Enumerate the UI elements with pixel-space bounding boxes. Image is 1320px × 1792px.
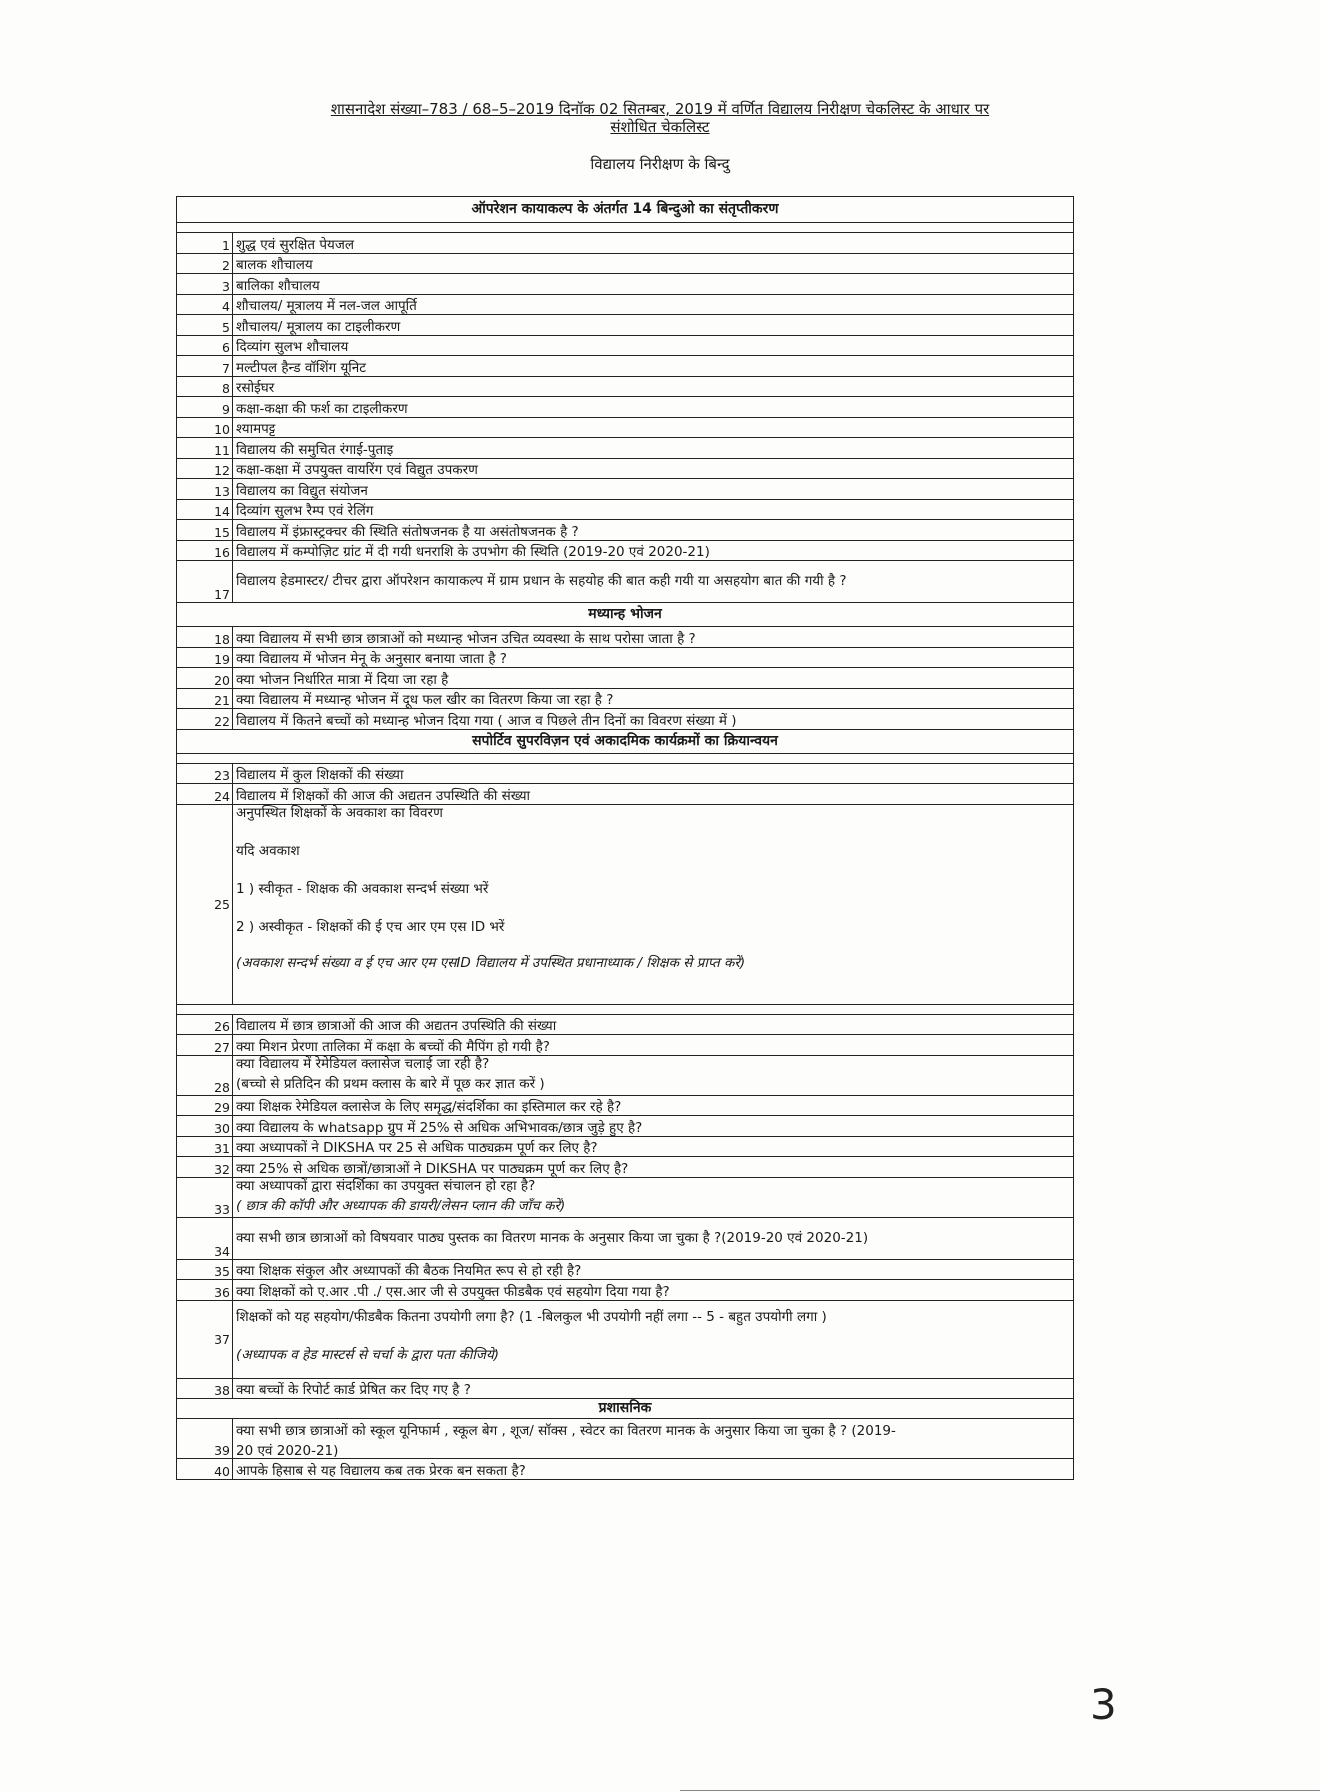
spacer-row bbox=[177, 1005, 1073, 1015]
table-row: 21 क्या विद्यालय में मध्यान्ह भोजन में दूध फल खीर का वितरण किया जा रहा है ? bbox=[177, 689, 1073, 710]
footer-rule bbox=[680, 1790, 1320, 1791]
table-row: 39 क्या सभी छात्र छात्राओं को स्कूल यूनिफार्म , स्कूल बेग , शूज/ सॉक्स , स्वेटर का वितरण मानक के अनुसार किया जा चुका है ? (2019- 20 एवं 2020-21) bbox=[177, 1419, 1073, 1459]
table-row: 28 क्या विद्यालय में रेमेडियल क्लासेज चलाई जा रही है? (बच्चो से प्रतिदिन की प्रथम क्लास के बारे में पूछ कर ज्ञात करें ) bbox=[177, 1056, 1073, 1096]
table-row: 33 क्या अध्यापकों द्वारा संदर्शिका का उपयुक्त संचालन हो रहा है? ( छात्र की कॉपी और अध्यापक की डायरी/लेसन प्लान की जाँच करें) bbox=[177, 1178, 1073, 1218]
table-row: 27 क्या मिशन प्रेरणा तालिका में कक्षा के बच्चों की मैपिंग हो गयी है? bbox=[177, 1035, 1073, 1056]
table-row: 3 बालिका शौचालय bbox=[177, 274, 1073, 295]
table-row: 35 क्या शिक्षक संकुल और अध्यापकों की बैठक नियमित रूप से हो रही है? bbox=[177, 1260, 1073, 1281]
table-row: 23 विद्यालय में कुल शिक्षकों की संख्या bbox=[177, 764, 1073, 785]
table-row: 31 क्या अध्यापकों ने DIKSHA पर 25 से अधिक पाठ्यक्रम पूर्ण कर लिए है? bbox=[177, 1137, 1073, 1158]
table-row: 14 दिव्यांग सुलभ रैम्प एवं रेलिंग bbox=[177, 500, 1073, 521]
section-header: प्रशासनिक bbox=[177, 1399, 1073, 1419]
table-row: 25 अनुपस्थित शिक्षकों के अवकाश का विवरण यदि अवकाश 1 ) स्वीकृत - शिक्षक की अवकाश सन्दर्भ संख्या भरें 2 ) अस्वीकृत - शिक्षकों की ई एच आर एम एस ID भरें (अवकाश सन्दर्भ संख्या व ई एच आर एम एसID विद्यालय में उपस्थित प्रधानाध्याक / शिक्षक से प्राप्त करें) bbox=[177, 805, 1073, 1005]
table-row: 30 क्या विद्यालय के whatsapp ग्रुप में 25% से अधिक अभिभावक/छात्र जुड़े हुए है? bbox=[177, 1116, 1073, 1137]
section-header: मध्यान्ह भोजन bbox=[177, 603, 1073, 627]
table-row: 34 क्या सभी छात्र छात्राओं को विषयवार पाठ्य पुस्तक का वितरण मानक के अनुसार किया जा चुका है ?(2019-20 एवं 2020-21) bbox=[177, 1218, 1073, 1260]
table-row: 15 विद्यालय में इंफ्रास्ट्रक्चर की स्थिति संतोषजनक है या असंतोषजनक है ? bbox=[177, 520, 1073, 541]
table-row: 40 आपके हिसाब से यह विद्यालय कब तक प्रेरक बन सकता है? bbox=[177, 1459, 1073, 1480]
table-row: 32 क्या 25% से अधिक छात्रों/छात्राओं ने DIKSHA पर पाठ्यक्रम पूर्ण कर लिए है? bbox=[177, 1157, 1073, 1178]
table-row: 37 शिक्षकों को यह सहयोग/फीडबैक कितना उपयोगी लगा है? (1 -बिलकुल भी उपयोगी नहीं लगा -- 5 - बहुत उपयोगी लगा ) (अध्यापक व हेड मास्टर्स से चर्चा के द्वारा पता कीजिये) bbox=[177, 1301, 1073, 1379]
table-row: 8 रसोईघर bbox=[177, 377, 1073, 398]
header-line-1: शासनादेश संख्या–783 / 68–5–2019 दिनॉक 02 सितम्बर, 2019 में वर्णित विद्यालय निरीक्षण चेकलिस्ट के आधार पर bbox=[330, 100, 990, 118]
spacer-row bbox=[177, 223, 1073, 233]
table-row: 9 कक्षा-कक्षा की फर्श का टाइलीकरण bbox=[177, 397, 1073, 418]
table-row: 10 श्यामपट्ट bbox=[177, 418, 1073, 439]
table-row: 5 शौचालय/ मूत्रालय का टाइलीकरण bbox=[177, 315, 1073, 336]
checklist-table bbox=[176, 196, 1074, 1480]
section-header: ऑपरेशन कायाकल्प के अंतर्गत 14 बिन्दुओ का संतृप्तीकरण bbox=[177, 197, 1073, 223]
table-row: 29 क्या शिक्षक रेमेडियल क्लासेज के लिए समृद्ध/संदर्शिका का इस्तिमाल कर रहे है? bbox=[177, 1096, 1073, 1117]
table-row: 36 क्या शिक्षकों को ए.आर .पी ./ एस.आर जी से उपयुक्त फीडबैक एवं सहयोग दिया गया है? bbox=[177, 1280, 1073, 1301]
header-line-3: विद्यालय निरीक्षण के बिन्दु bbox=[590, 155, 730, 173]
table-row: 18 क्या विद्यालय में सभी छात्र छात्राओं को मध्यान्ह भोजन उचित व्यवस्था के साथ परोसा जाता है ? bbox=[177, 627, 1073, 648]
table-row: 2 बालक शौचालय bbox=[177, 254, 1073, 275]
table-row: 4 शौचालय/ मूत्रालय में नल-जल आपूर्ति bbox=[177, 295, 1073, 316]
table-row: 20 क्या भोजन निर्धारित मात्रा में दिया जा रहा है bbox=[177, 668, 1073, 689]
table-row: 17 विद्यालय हेडमास्टर/ टीचर द्वारा ऑपरेशन कायाकल्प में ग्राम प्रधान के सहयोह की बात कही गयी या असहयोग बात की गयी है ? bbox=[177, 561, 1073, 603]
header-line-2: संशोधित चेकलिस्ट bbox=[610, 118, 710, 136]
table-row: 24 विद्यालय में शिक्षकों की आज की अद्यतन उपस्थिति की संख्या bbox=[177, 784, 1073, 805]
page-number: 3 bbox=[1090, 1680, 1117, 1729]
section-header: सपोर्टिव सुपरविज़न एवं अकादमिक कार्यक्रमों का क्रियान्वयन bbox=[177, 730, 1073, 754]
table-row: 26 विद्यालय में छात्र छात्राओं की आज की अद्यतन उपस्थिति की संख्या bbox=[177, 1015, 1073, 1036]
spacer-row bbox=[177, 754, 1073, 764]
table-row: 13 विद्यालय का विद्युत संयोजन bbox=[177, 479, 1073, 500]
table-row: 22 विद्यालय में कितने बच्चों को मध्यान्ह भोजन दिया गया ( आज व पिछले तीन दिनों का विवरण संख्या में ) bbox=[177, 709, 1073, 730]
table-row: 6 दिव्यांग सुलभ शौचालय bbox=[177, 336, 1073, 357]
table-row: 16 विद्यालय में कम्पोज़िट ग्रांट में दी गयी धनराशि के उपभोग की स्थिति (2019-20 एवं 2020-21) bbox=[177, 541, 1073, 562]
table-row: 19 क्या विद्यालय में भोजन मेनू के अनुसार बनाया जाता है ? bbox=[177, 648, 1073, 669]
table-row: 7 मल्टीपल हैन्ड वॉशिंग यूनिट bbox=[177, 356, 1073, 377]
table-row: 38 क्या बच्चों के रिपोर्ट कार्ड प्रेषित कर दिए गए है ? bbox=[177, 1379, 1073, 1400]
table-row: 12 कक्षा-कक्षा में उपयुक्त वायरिंग एवं विद्युत उपकरण bbox=[177, 459, 1073, 480]
table-row: 11 विद्यालय की समुचित रंगाई-पुताइ bbox=[177, 438, 1073, 459]
table-row: 1 शुद्ध एवं सुरक्षित पेयजल bbox=[177, 233, 1073, 254]
